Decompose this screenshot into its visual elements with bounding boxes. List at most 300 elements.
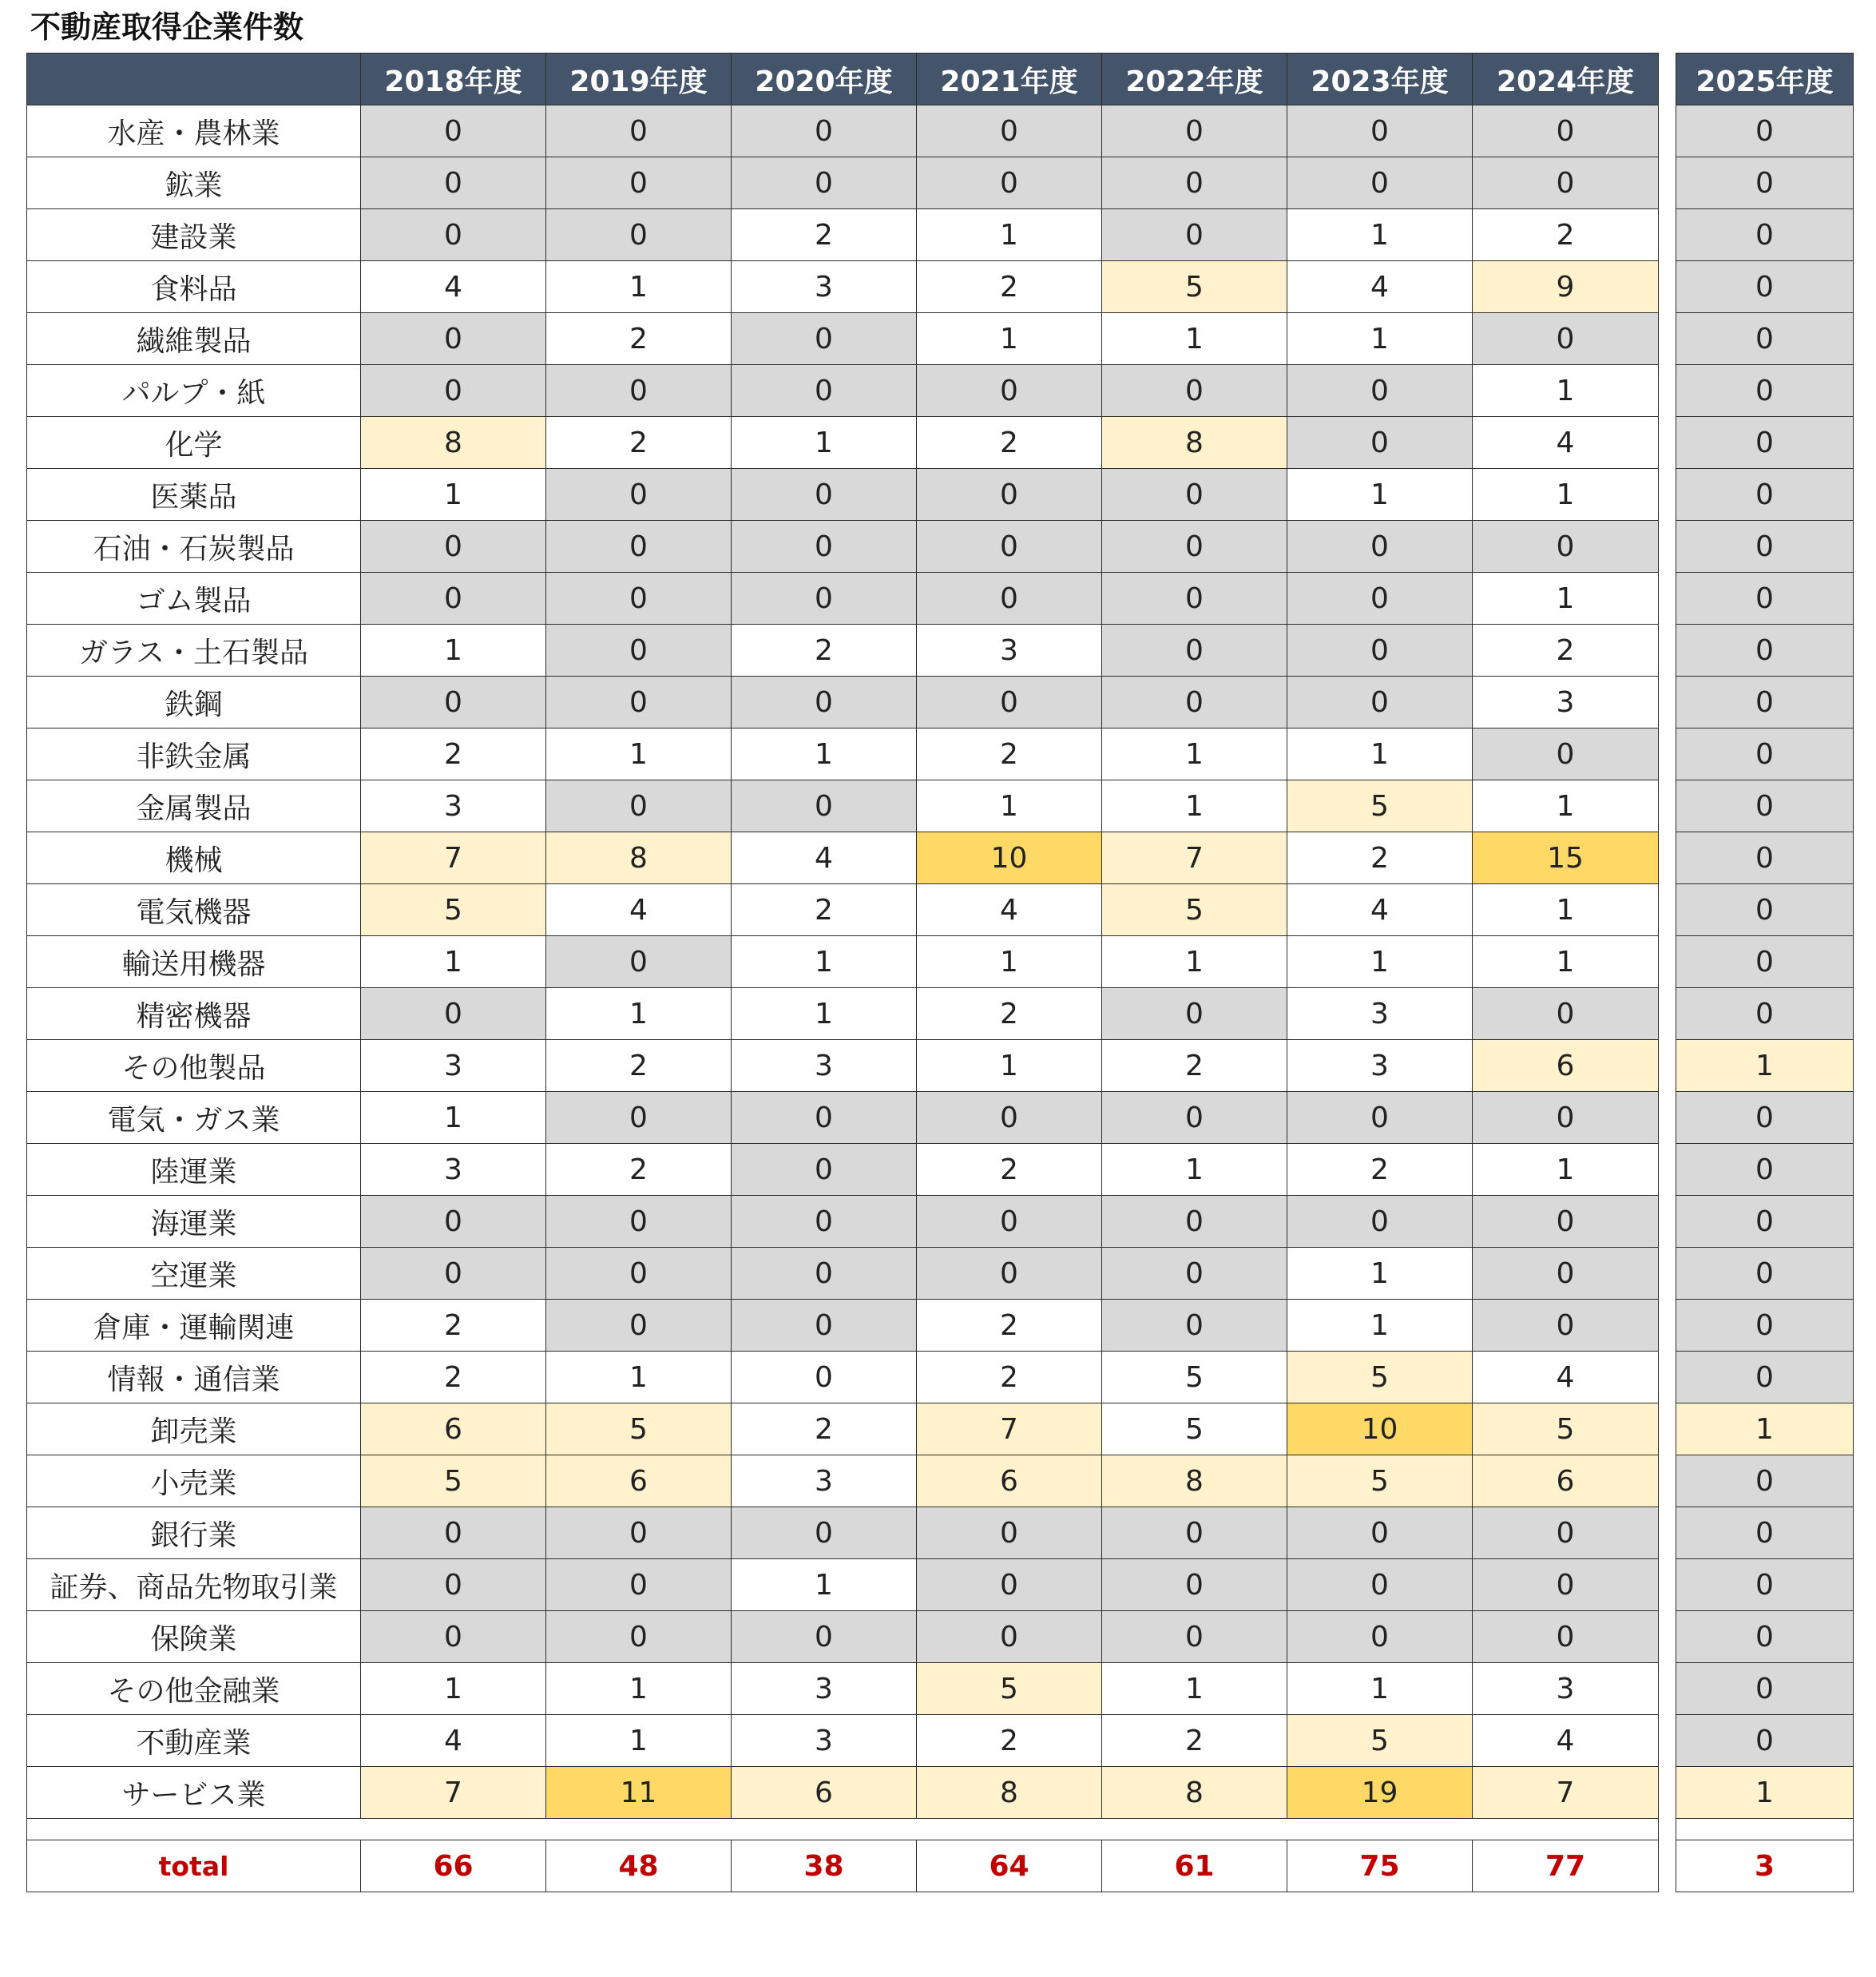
count-cell: 0 [546,157,732,209]
count-cell: 1 [1287,1663,1473,1715]
row-label: その他製品 [27,1040,361,1092]
count-cell: 7 [361,832,546,884]
count-cell: 1 [732,1559,917,1611]
count-cell: 0 [546,1559,732,1611]
count-cell: 1 [361,469,546,521]
row-label: 食料品 [27,261,361,313]
count-cell: 0 [1676,157,1854,209]
row-label: ゴム製品 [27,573,361,625]
count-cell: 0 [1676,625,1854,677]
table-row [1676,157,1854,209]
count-cell: 0 [546,677,732,728]
count-cell: 0 [1676,728,1854,780]
count-cell: 0 [1473,1092,1659,1144]
count-cell: 3 [732,1455,917,1507]
count-cell: 0 [917,1196,1102,1248]
header-year: 2022年度 [1102,54,1287,105]
count-cell: 3 [1287,1040,1473,1092]
count-cell: 2 [917,417,1102,469]
table-row [27,365,1659,417]
count-cell: 7 [1473,1767,1659,1819]
row-label: 陸運業 [27,1144,361,1196]
count-cell: 0 [732,780,917,832]
count-cell: 1 [1676,1403,1854,1455]
count-cell: 0 [1287,625,1473,677]
count-cell: 0 [732,677,917,728]
row-label: 保険業 [27,1611,361,1663]
count-cell: 0 [732,157,917,209]
count-cell: 0 [361,1507,546,1559]
count-cell: 0 [1473,1300,1659,1352]
count-cell: 1 [1102,728,1287,780]
count-cell: 0 [1676,1455,1854,1507]
table-row [1676,417,1854,469]
table-row [1676,625,1854,677]
table-row [27,780,1659,832]
table-row [1676,1300,1854,1352]
count-cell: 8 [917,1767,1102,1819]
total-value: 64 [917,1840,1102,1892]
count-cell: 0 [361,157,546,209]
count-cell: 1 [917,780,1102,832]
table-row [27,1455,1659,1507]
count-cell: 0 [732,469,917,521]
header-year: 2025年度 [1676,54,1854,105]
count-cell: 0 [732,365,917,417]
row-label: 石油・石炭製品 [27,521,361,573]
count-cell: 5 [361,884,546,936]
count-cell: 0 [917,573,1102,625]
table-row [1676,1455,1854,1507]
count-cell: 0 [1473,728,1659,780]
count-cell: 1 [917,1040,1102,1092]
table-row [1676,105,1854,157]
header-row [27,54,1659,105]
count-cell: 2 [732,209,917,261]
count-cell: 2 [917,1715,1102,1767]
count-cell: 5 [546,1403,732,1455]
count-cell: 2 [917,988,1102,1040]
total-value: 75 [1287,1840,1473,1892]
row-label: 医薬品 [27,469,361,521]
count-cell: 0 [361,1559,546,1611]
count-cell: 4 [546,884,732,936]
table-row [27,1663,1659,1715]
count-cell: 2 [1473,209,1659,261]
count-cell: 2 [361,1352,546,1403]
count-cell: 0 [1102,521,1287,573]
count-cell: 0 [732,1611,917,1663]
count-cell: 2 [361,1300,546,1352]
row-label: 機械 [27,832,361,884]
table-row [1676,1507,1854,1559]
row-label: 建設業 [27,209,361,261]
total-row [1676,1840,1854,1892]
count-cell: 5 [1473,1403,1659,1455]
count-cell: 1 [361,1092,546,1144]
count-cell: 9 [1473,261,1659,313]
table-row [1676,1663,1854,1715]
row-label: 電気機器 [27,884,361,936]
count-cell: 1 [1287,313,1473,365]
total-value: 3 [1676,1840,1854,1892]
count-cell: 5 [1102,1403,1287,1455]
table-row [27,573,1659,625]
count-cell: 2 [917,261,1102,313]
table-row [27,1767,1659,1819]
table-row [27,1507,1659,1559]
count-cell: 0 [917,105,1102,157]
count-cell: 3 [917,625,1102,677]
count-cell: 0 [1676,1092,1854,1144]
table-row [27,832,1659,884]
count-cell: 0 [917,1611,1102,1663]
count-cell: 0 [546,521,732,573]
count-cell: 0 [1676,1559,1854,1611]
count-cell: 4 [732,832,917,884]
count-cell: 1 [361,625,546,677]
table-row [1676,209,1854,261]
count-cell: 4 [1473,1352,1659,1403]
count-cell: 1 [1473,936,1659,988]
count-cell: 0 [732,1196,917,1248]
count-cell: 0 [1287,1611,1473,1663]
header-year: 2018年度 [361,54,546,105]
row-label: 化学 [27,417,361,469]
count-cell: 2 [917,728,1102,780]
count-cell: 0 [546,1196,732,1248]
table-row [27,157,1659,209]
table-row [1676,365,1854,417]
count-cell: 3 [1473,1663,1659,1715]
count-cell: 4 [1287,261,1473,313]
table-row [1676,1767,1854,1819]
count-cell: 0 [1676,469,1854,521]
count-cell: 2 [1473,625,1659,677]
count-cell: 0 [546,209,732,261]
count-cell: 0 [1102,1559,1287,1611]
count-cell: 0 [1473,1559,1659,1611]
count-cell: 0 [732,1248,917,1300]
header-row [1676,54,1854,105]
count-cell: 3 [1473,677,1659,728]
count-cell: 0 [1287,1507,1473,1559]
table-row [27,417,1659,469]
count-cell: 3 [361,1040,546,1092]
count-cell: 7 [917,1403,1102,1455]
count-cell: 11 [546,1767,732,1819]
count-cell: 6 [546,1455,732,1507]
count-cell: 6 [732,1767,917,1819]
count-cell: 0 [1473,1507,1659,1559]
count-cell: 15 [1473,832,1659,884]
count-cell: 2 [546,417,732,469]
row-label: 水産・農林業 [27,105,361,157]
count-cell: 0 [1676,1663,1854,1715]
row-label: 小売業 [27,1455,361,1507]
count-cell: 1 [1287,728,1473,780]
count-cell: 2 [1287,1144,1473,1196]
count-cell: 0 [732,1092,917,1144]
count-cell: 1 [1473,573,1659,625]
spacer-cell [1676,1819,1854,1840]
count-cell: 0 [1676,1144,1854,1196]
count-cell: 1 [546,728,732,780]
table-row [1676,261,1854,313]
count-cell: 1 [1676,1040,1854,1092]
row-label: その他金融業 [27,1663,361,1715]
total-value: 77 [1473,1840,1659,1892]
table-row [1676,573,1854,625]
data-table [26,53,1659,1892]
spacer-cell [27,1819,1659,1840]
table-row [1676,1715,1854,1767]
table-row [27,625,1659,677]
count-cell: 1 [917,209,1102,261]
count-cell: 0 [1473,157,1659,209]
table-row [1676,469,1854,521]
row-label: 金属製品 [27,780,361,832]
count-cell: 0 [732,573,917,625]
total-label: total [27,1840,361,1892]
count-cell: 1 [1473,780,1659,832]
count-cell: 0 [546,780,732,832]
row-label: 倉庫・運輸関連 [27,1300,361,1352]
count-cell: 0 [1676,573,1854,625]
table-row [1676,988,1854,1040]
count-cell: 8 [1102,1767,1287,1819]
header-year: 2019年度 [546,54,732,105]
row-label: 卸売業 [27,1403,361,1455]
row-label: サービス業 [27,1767,361,1819]
count-cell: 10 [917,832,1102,884]
count-cell: 0 [1473,105,1659,157]
count-cell: 2 [1102,1040,1287,1092]
count-cell: 0 [1287,677,1473,728]
table-row [1676,1196,1854,1248]
count-cell: 0 [1287,1559,1473,1611]
count-cell: 6 [361,1403,546,1455]
count-cell: 0 [1102,677,1287,728]
count-cell: 0 [546,1248,732,1300]
count-cell: 6 [1473,1040,1659,1092]
count-cell: 3 [732,1040,917,1092]
count-cell: 4 [1287,884,1473,936]
table-row [27,988,1659,1040]
count-cell: 1 [1102,1663,1287,1715]
count-cell: 0 [1676,521,1854,573]
count-cell: 3 [361,1144,546,1196]
count-cell: 0 [1102,1196,1287,1248]
count-cell: 0 [1287,417,1473,469]
count-cell: 0 [1676,988,1854,1040]
table-row [1676,1352,1854,1403]
header-year: 2020年度 [732,54,917,105]
count-cell: 0 [1473,1611,1659,1663]
count-cell: 1 [917,936,1102,988]
count-cell: 2 [732,625,917,677]
table-row [27,1352,1659,1403]
table-row [27,1611,1659,1663]
row-label: 電気・ガス業 [27,1092,361,1144]
count-cell: 0 [546,625,732,677]
table-row [27,1715,1659,1767]
count-cell: 0 [1102,469,1287,521]
table-row [1676,884,1854,936]
count-cell: 0 [361,1248,546,1300]
total-value: 61 [1102,1840,1287,1892]
table-row [1676,521,1854,573]
count-cell: 1 [917,313,1102,365]
count-cell: 0 [1102,1092,1287,1144]
table-row [1676,936,1854,988]
count-cell: 1 [1102,1144,1287,1196]
table-row [27,1248,1659,1300]
count-cell: 3 [732,261,917,313]
table-row [27,209,1659,261]
count-cell: 0 [361,988,546,1040]
count-cell: 5 [917,1663,1102,1715]
count-cell: 0 [361,313,546,365]
row-label: 鉄鋼 [27,677,361,728]
count-cell: 1 [732,728,917,780]
count-cell: 0 [361,1196,546,1248]
count-cell: 0 [546,365,732,417]
count-cell: 0 [732,105,917,157]
table-row [27,1300,1659,1352]
count-cell: 0 [1676,884,1854,936]
count-cell: 2 [1102,1715,1287,1767]
count-cell: 5 [361,1455,546,1507]
count-cell: 0 [1287,573,1473,625]
row-label: 銀行業 [27,1507,361,1559]
page-title: 不動産取得企業件数 [30,10,304,45]
table-row [27,936,1659,988]
count-cell: 0 [546,105,732,157]
count-cell: 3 [732,1715,917,1767]
count-cell: 1 [546,261,732,313]
table-row [1676,313,1854,365]
table-row [27,521,1659,573]
table-row [1676,1403,1854,1455]
count-cell: 4 [361,261,546,313]
count-cell: 7 [1102,832,1287,884]
count-cell: 0 [1287,157,1473,209]
count-cell: 0 [732,521,917,573]
count-cell: 1 [1287,1248,1473,1300]
table-row [1676,728,1854,780]
count-cell: 0 [917,469,1102,521]
count-cell: 0 [1676,365,1854,417]
count-cell: 0 [1102,1248,1287,1300]
count-cell: 1 [732,417,917,469]
count-cell: 5 [1287,1715,1473,1767]
count-cell: 5 [1102,1352,1287,1403]
count-cell: 0 [1676,780,1854,832]
count-cell: 1 [1287,1300,1473,1352]
count-cell: 2 [917,1352,1102,1403]
row-label: 繊維製品 [27,313,361,365]
count-cell: 0 [1473,988,1659,1040]
count-cell: 5 [1102,261,1287,313]
row-label: 不動産業 [27,1715,361,1767]
count-cell: 0 [1676,417,1854,469]
count-cell: 0 [1102,365,1287,417]
count-cell: 0 [917,365,1102,417]
count-cell: 0 [361,677,546,728]
spacer-row [1676,1819,1854,1840]
count-cell: 1 [546,988,732,1040]
count-cell: 0 [1676,105,1854,157]
table-row [27,1196,1659,1248]
table-row [27,469,1659,521]
count-cell: 1 [1102,780,1287,832]
count-cell: 0 [732,1507,917,1559]
count-cell: 0 [917,677,1102,728]
count-cell: 0 [546,1507,732,1559]
row-label: 証券、商品先物取引業 [27,1559,361,1611]
count-cell: 4 [361,1715,546,1767]
table-row [27,1559,1659,1611]
count-cell: 1 [1287,469,1473,521]
count-cell: 1 [1287,209,1473,261]
count-cell: 1 [546,1352,732,1403]
count-cell: 3 [732,1663,917,1715]
count-cell: 5 [1287,1455,1473,1507]
count-cell: 0 [1676,261,1854,313]
header-blank-cell [27,54,361,105]
count-cell: 0 [1676,1611,1854,1663]
row-label: 精密機器 [27,988,361,1040]
row-label: 非鉄金属 [27,728,361,780]
count-cell: 0 [732,1352,917,1403]
count-cell: 0 [1102,573,1287,625]
count-cell: 0 [1676,1248,1854,1300]
count-cell: 1 [1287,936,1473,988]
count-cell: 7 [361,1767,546,1819]
count-cell: 19 [1287,1767,1473,1819]
count-cell: 2 [546,1040,732,1092]
count-cell: 0 [1102,988,1287,1040]
table-row [1676,832,1854,884]
count-cell: 0 [1102,1611,1287,1663]
count-cell: 0 [1102,105,1287,157]
count-cell: 0 [546,936,732,988]
count-cell: 0 [1287,365,1473,417]
count-cell: 2 [546,313,732,365]
row-label: 情報・通信業 [27,1352,361,1403]
table-row [27,261,1659,313]
table-row [1676,1040,1854,1092]
table-row [27,1403,1659,1455]
row-label: 鉱業 [27,157,361,209]
count-cell: 2 [917,1300,1102,1352]
header-year: 2024年度 [1473,54,1659,105]
total-value: 48 [546,1840,732,1892]
count-cell: 0 [361,521,546,573]
count-cell: 0 [361,209,546,261]
table-row [27,1092,1659,1144]
table-row [1676,1144,1854,1196]
count-cell: 0 [1287,1092,1473,1144]
count-cell: 1 [732,988,917,1040]
row-label: 海運業 [27,1196,361,1248]
count-cell: 1 [1676,1767,1854,1819]
count-cell: 0 [1102,625,1287,677]
count-cell: 6 [917,1455,1102,1507]
count-cell: 0 [917,1092,1102,1144]
table-row [27,313,1659,365]
